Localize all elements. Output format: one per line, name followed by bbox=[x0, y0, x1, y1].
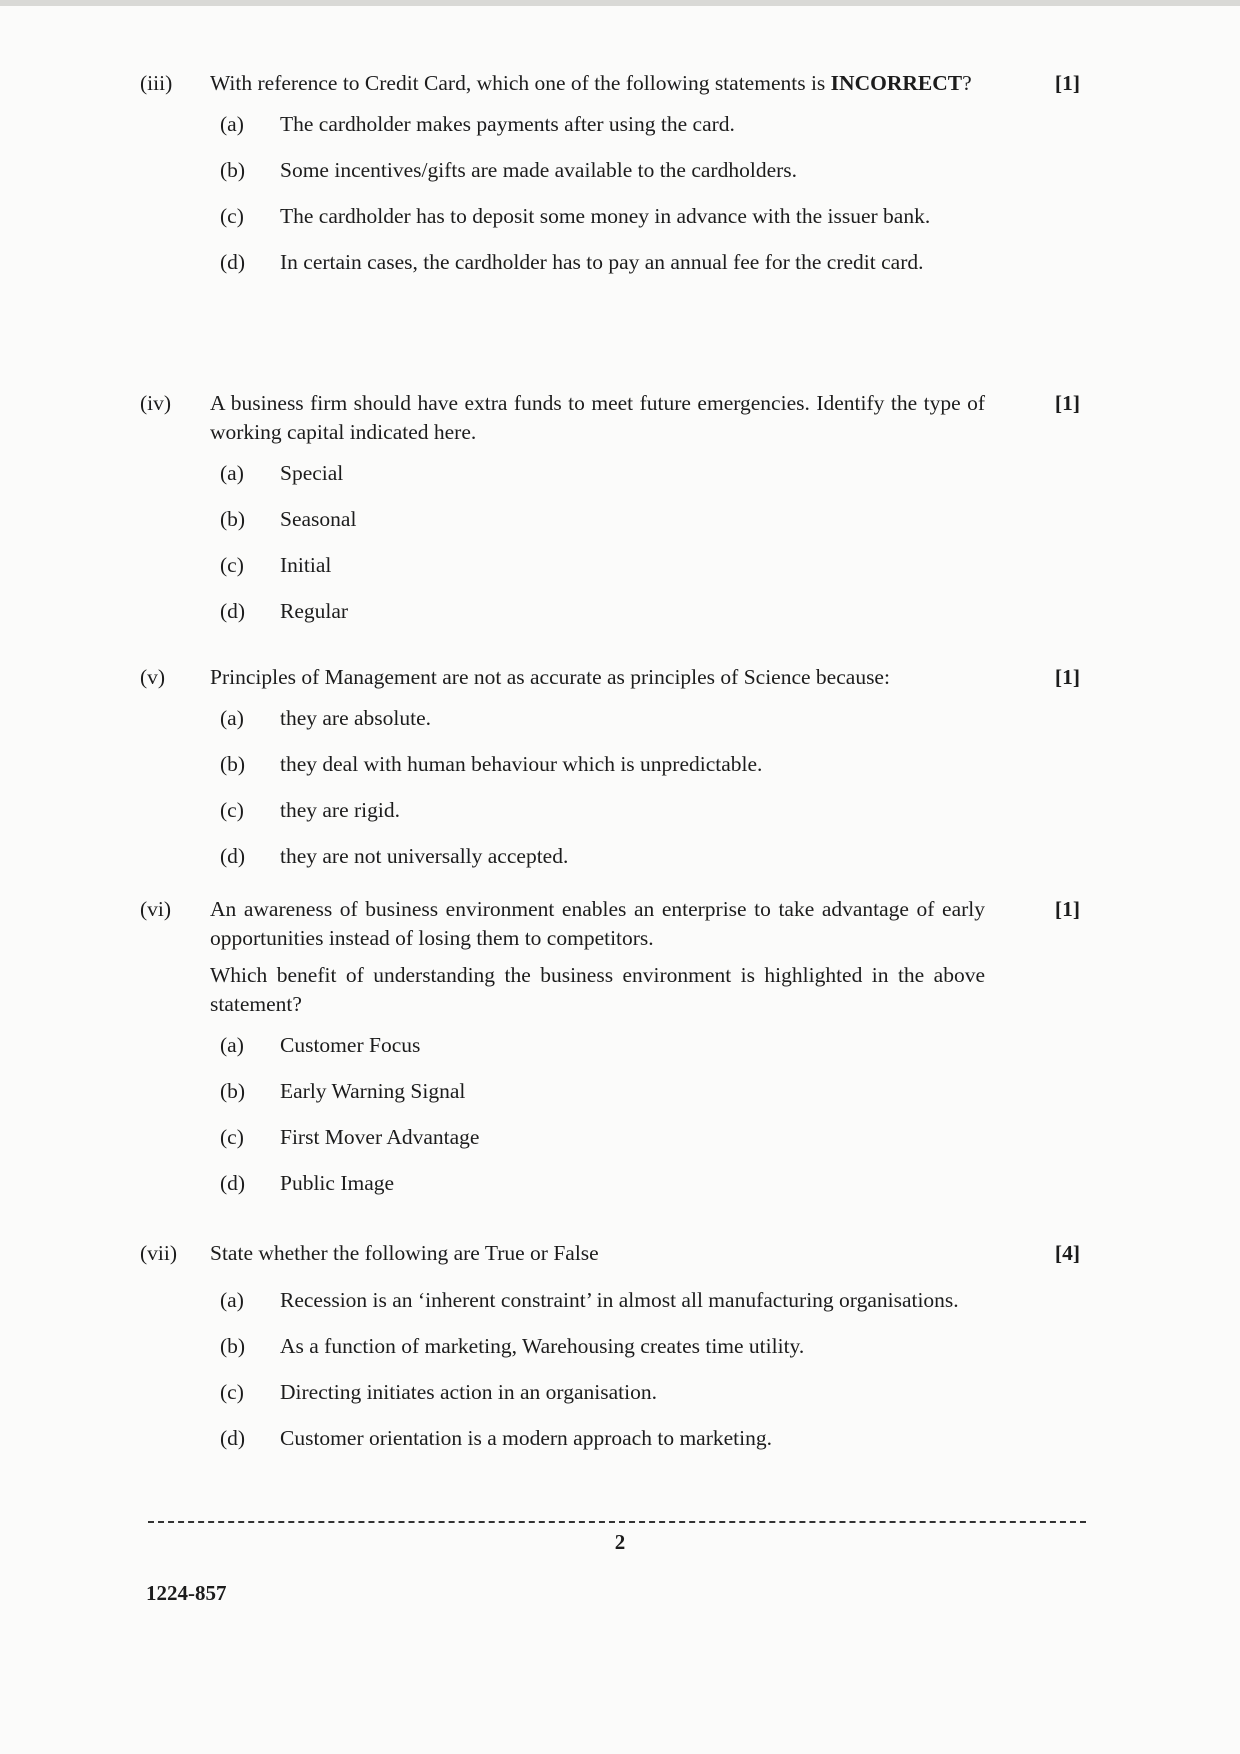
option-label: (a) bbox=[220, 461, 244, 485]
question-text: A business firm should have extra funds to meet future emergencies. Identify the type of working capital indicated here. bbox=[210, 391, 985, 444]
option-label: (c) bbox=[220, 1125, 244, 1149]
option-text: they deal with human behaviour which is unpredictable. bbox=[280, 752, 763, 776]
page-number: 2 bbox=[614, 1530, 626, 1554]
question-text-part: ? bbox=[962, 71, 972, 95]
option-text: Regular bbox=[280, 599, 349, 623]
footer-divider bbox=[148, 1521, 1086, 1523]
option-text: Initial bbox=[280, 553, 332, 577]
question-follow-up: Which benefit of understanding the business environment is highlighted in the above statement? bbox=[210, 963, 985, 1016]
question-iii bbox=[140, 69, 1080, 277]
option-label: (d) bbox=[220, 250, 246, 274]
option bbox=[220, 551, 1080, 580]
option bbox=[220, 704, 1080, 733]
options-list bbox=[220, 704, 1080, 871]
option-label: (b) bbox=[220, 507, 246, 531]
question-number: (iii) bbox=[140, 71, 173, 95]
option-label: (d) bbox=[220, 1426, 246, 1450]
option-label: (a) bbox=[220, 706, 244, 730]
question-text-part: With reference to Credit Card, which one of the following statements is bbox=[210, 71, 831, 95]
question-vi bbox=[140, 895, 1080, 1198]
option bbox=[220, 248, 1080, 277]
marks: [1] bbox=[1054, 897, 1080, 921]
paper-code: 1224-857 bbox=[146, 1581, 227, 1605]
option-label: (d) bbox=[220, 599, 246, 623]
question-number: (v) bbox=[140, 665, 166, 689]
option bbox=[220, 202, 1080, 231]
option-text: they are not universally accepted. bbox=[280, 844, 569, 868]
question-vii bbox=[140, 1239, 1080, 1453]
option-label: (c) bbox=[220, 553, 244, 577]
option bbox=[220, 597, 1080, 626]
options-list bbox=[220, 110, 1080, 277]
option-label: (b) bbox=[220, 1079, 246, 1103]
question-text: Principles of Management are not as accurate as principles of Science because: bbox=[210, 665, 890, 689]
question-text: An awareness of business environment enables an enterprise to take advantage of early opportunities instead of losing them to competitors. bbox=[210, 897, 985, 950]
option-text: The cardholder has to deposit some money in advance with the issuer bank. bbox=[280, 204, 931, 228]
question-text bbox=[210, 69, 985, 98]
options-list bbox=[220, 1031, 1080, 1198]
option-text: First Mover Advantage bbox=[280, 1125, 480, 1149]
option bbox=[220, 505, 1080, 534]
option bbox=[220, 1077, 1080, 1106]
question-number: (vi) bbox=[140, 897, 172, 921]
option-text: Directing initiates action in an organisation. bbox=[280, 1380, 657, 1404]
question-iv bbox=[140, 389, 1080, 626]
option-label: (b) bbox=[220, 752, 246, 776]
option bbox=[220, 156, 1080, 185]
option bbox=[220, 459, 1080, 488]
option-text: Some incentives/gifts are made available to the cardholders. bbox=[280, 158, 798, 182]
option bbox=[220, 1424, 1080, 1453]
option bbox=[220, 750, 1080, 779]
option-label: (d) bbox=[220, 1171, 246, 1195]
page-top-edge bbox=[0, 0, 1240, 6]
option-text: Special bbox=[280, 461, 344, 485]
question-text: State whether the following are True or False bbox=[210, 1241, 599, 1265]
option-text: The cardholder makes payments after using the card. bbox=[280, 112, 735, 136]
option-text: Customer Focus bbox=[280, 1033, 421, 1057]
option-text: In certain cases, the cardholder has to pay an annual fee for the credit card. bbox=[280, 250, 924, 274]
option bbox=[220, 796, 1080, 825]
option-label: (b) bbox=[220, 158, 246, 182]
options-list bbox=[220, 459, 1080, 626]
options-list bbox=[220, 1286, 1080, 1453]
option-label: (a) bbox=[220, 112, 244, 136]
option-text: Early Warning Signal bbox=[280, 1079, 466, 1103]
option bbox=[220, 1031, 1080, 1060]
option-text: Public Image bbox=[280, 1171, 395, 1195]
option-label: (d) bbox=[220, 844, 246, 868]
option-text: As a function of marketing, Warehousing creates time utility. bbox=[280, 1334, 805, 1358]
option bbox=[220, 110, 1080, 139]
option-label: (c) bbox=[220, 798, 244, 822]
marks: [4] bbox=[1054, 1241, 1080, 1265]
option-text: Customer orientation is a modern approach to marketing. bbox=[280, 1426, 772, 1450]
option-text: Recession is an ‘inherent constraint’ in almost all manufacturing organisations. bbox=[280, 1288, 959, 1312]
option bbox=[220, 1123, 1080, 1152]
option-text: they are rigid. bbox=[280, 798, 400, 822]
option bbox=[220, 1378, 1080, 1407]
option bbox=[220, 842, 1080, 871]
option-text: Seasonal bbox=[280, 507, 357, 531]
option-text: they are absolute. bbox=[280, 706, 432, 730]
question-number: (vii) bbox=[140, 1241, 178, 1265]
marks: [1] bbox=[1054, 391, 1080, 415]
option-label: (c) bbox=[220, 204, 244, 228]
marks: [1] bbox=[1054, 665, 1080, 689]
option-label: (a) bbox=[220, 1033, 244, 1057]
option bbox=[220, 1286, 1080, 1315]
option-label: (a) bbox=[220, 1288, 244, 1312]
option-label: (b) bbox=[220, 1334, 246, 1358]
question-number: (iv) bbox=[140, 391, 172, 415]
option-label: (c) bbox=[220, 1380, 244, 1404]
question-text-emphasis: INCORRECT bbox=[830, 71, 963, 95]
option bbox=[220, 1332, 1080, 1361]
option bbox=[220, 1169, 1080, 1198]
marks: [1] bbox=[1054, 71, 1080, 95]
question-v bbox=[140, 663, 1080, 871]
